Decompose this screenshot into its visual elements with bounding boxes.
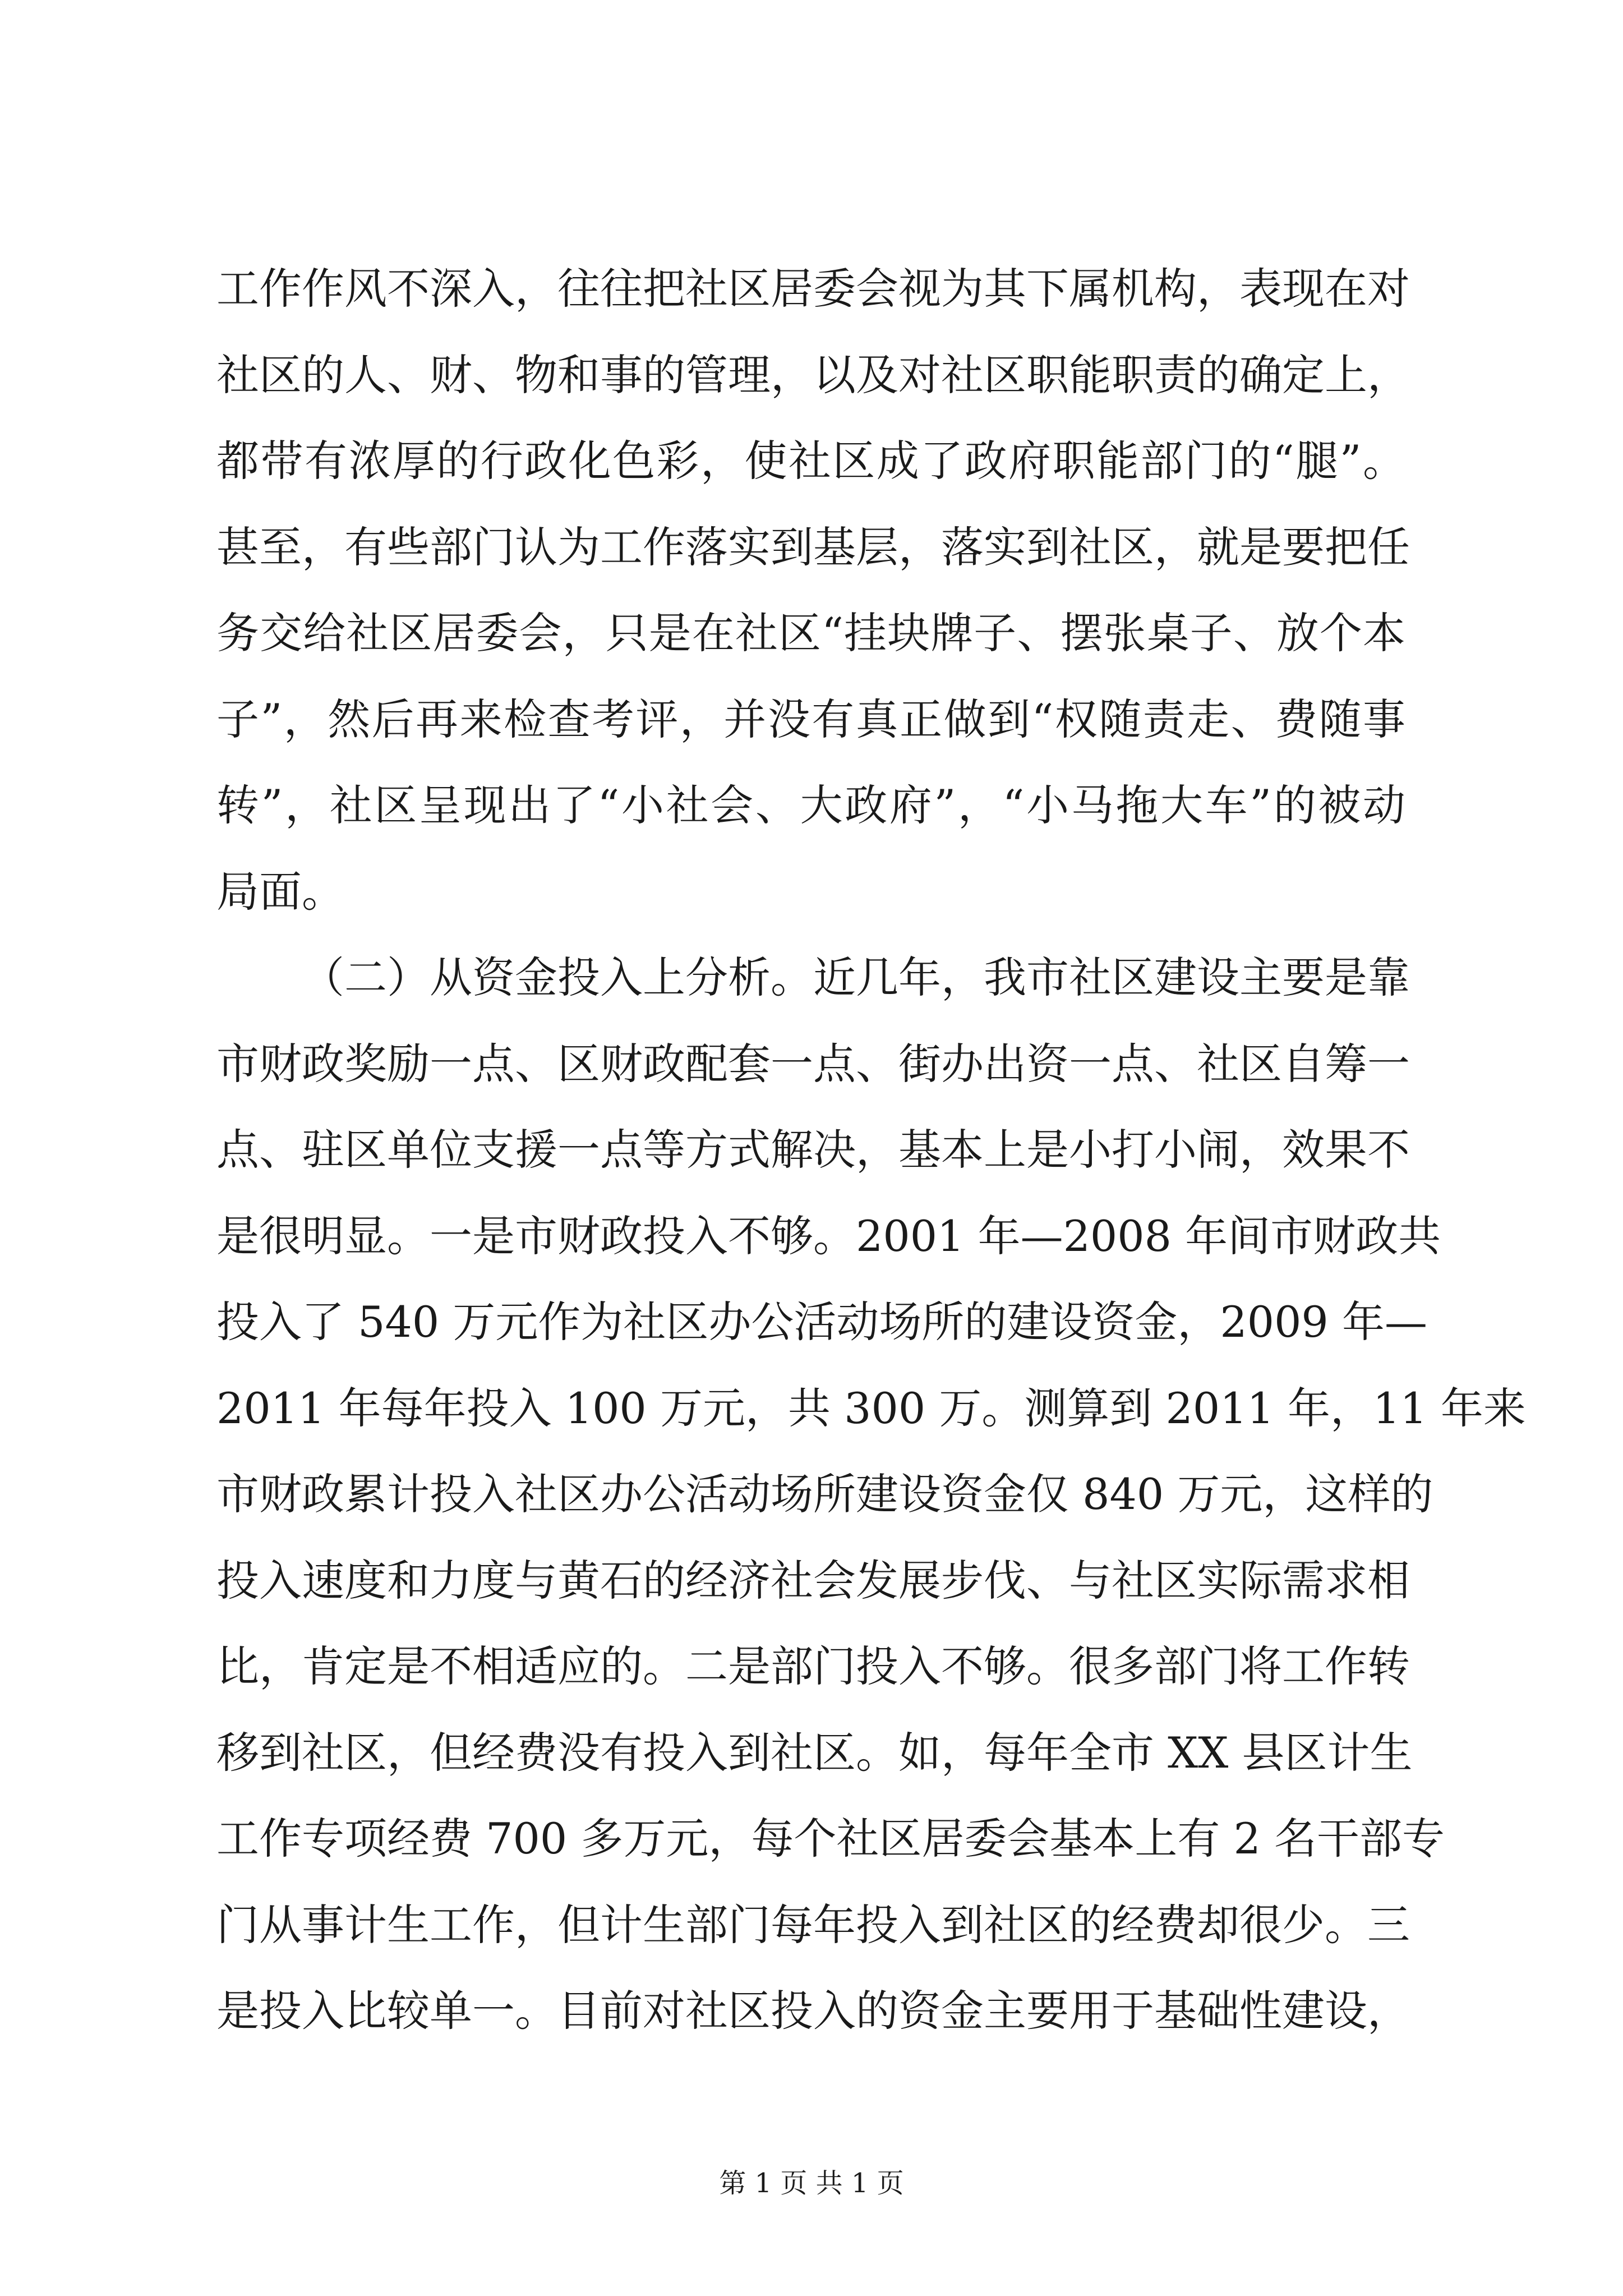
text-line: 都带有浓厚的行政化色彩，使社区成了政府职能部门的“腿”。: [216, 436, 1405, 486]
text-line: 是很明显。一是市财政投入不够。2001 年—2008 年间市财政共: [216, 1211, 1441, 1261]
body-text: [216, 246, 1526, 2054]
text-line: （二）从资金投入上分析。近几年，我市社区建设主要是靠: [302, 953, 1410, 1002]
text-line: 点、驻区单位支援一点等方式解决，基本上是小打小闹，效果不: [216, 1125, 1410, 1175]
text-line: 社区的人、财、物和事的管理，以及对社区职能职责的确定上，: [216, 349, 1410, 400]
text-line: 投入速度和力度与黄石的经济社会发展步伐、与社区实际需求相: [216, 1555, 1410, 1605]
text-line: 工作作风不深入，往往把社区居委会视为其下属机构，表现在对: [216, 264, 1410, 314]
text-line: 子”，然后再来检查考评，并没有真正做到“权随责走、费随事: [216, 694, 1405, 744]
text-line: 甚至，有些部门认为工作落实到基层，落实到社区，就是要把任: [216, 522, 1410, 572]
text-line: 转”，社区呈现出了“小社会、大政府”，“小马拖大车”的被动: [216, 780, 1405, 830]
page-footer: [0, 2166, 1623, 2200]
page-number-label: 第 1 页 共 1 页: [719, 2168, 904, 2199]
text-line: 门从事计生工作，但计生部门每年投入到社区的经费却很少。三: [216, 1899, 1410, 1950]
text-line: 局面。: [216, 866, 344, 917]
text-line: 2011 年每年投入 100 万元，共 300 万。测算到 2011 年，11 年来: [216, 1383, 1526, 1433]
text-line: 比，肯定是不相适应的。二是部门投入不够。很多部门将工作转: [216, 1641, 1410, 1691]
text-line: 是投入比较单一。目前对社区投入的资金主要用于基础性建设，: [216, 1986, 1410, 2036]
text-line: 投入了 540 万元作为社区办公活动场所的建设资金，2009 年—: [216, 1297, 1427, 1347]
text-line: 工作专项经费 700 多万元，每个社区居委会基本上有 2 名干部专: [216, 1814, 1445, 1864]
text-line: 市财政奖励一点、区财政配套一点、街办出资一点、社区自筹一: [216, 1038, 1410, 1089]
text-line: 市财政累计投入社区办公活动场所建设资金仅 840 万元，这样的: [216, 1469, 1433, 1519]
text-line: 务交给社区居委会，只是在社区“挂块牌子、摆张桌子、放个本: [216, 608, 1405, 658]
text-line: 移到社区，但经费没有投入到社区。如，每年全市 XX 县区计生: [216, 1727, 1413, 1778]
